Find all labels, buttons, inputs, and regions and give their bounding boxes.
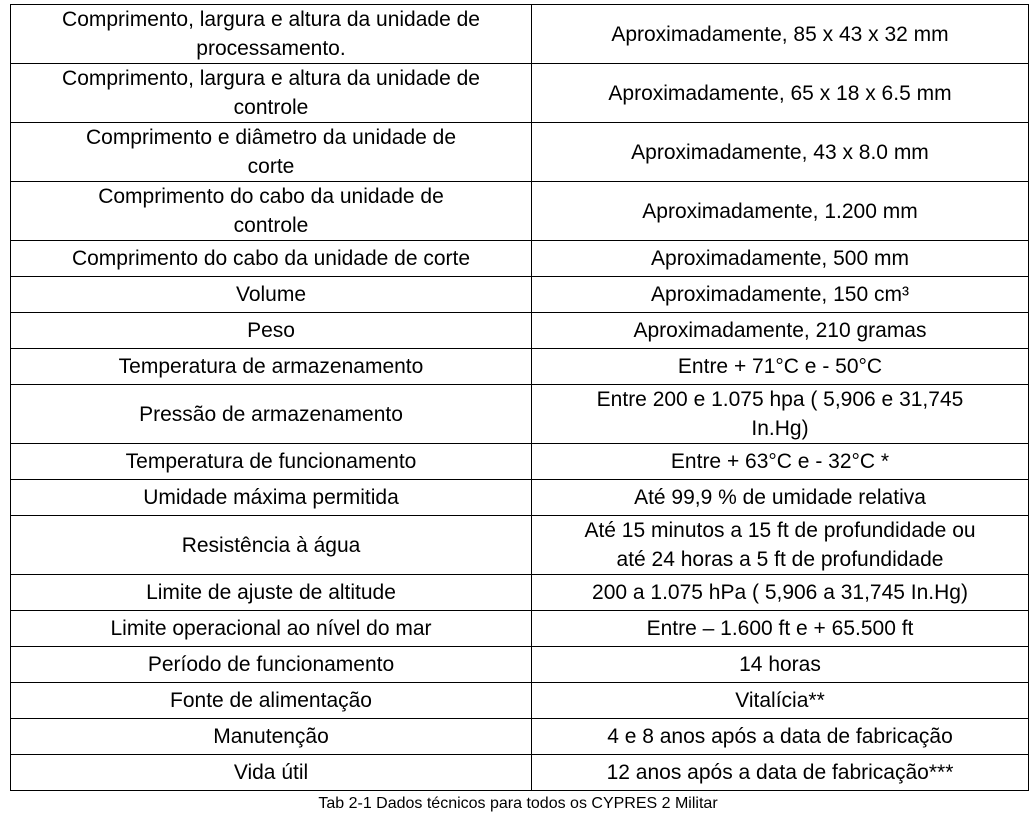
spec-value-cell: Aproximadamente, 210 gramas: [532, 313, 1029, 349]
spec-label-cell: Limite operacional ao nível do mar: [11, 611, 532, 647]
table-row: [11, 611, 1029, 647]
specs-table: [10, 4, 1029, 791]
table-row: [11, 683, 1029, 719]
table-caption: Tab 2-1 Dados técnicos para todos os CYPRES 2 Militar: [318, 795, 718, 812]
table-row: [11, 755, 1029, 791]
table-row: [11, 277, 1029, 313]
table-row: [11, 480, 1029, 516]
spec-value-cell: Aproximadamente, 65 x 18 x 6.5 mm: [532, 64, 1029, 123]
spec-value-cell: Até 15 minutos a 15 ft de profundidade ou até 24 horas a 5 ft de profundidade: [532, 516, 1029, 575]
table-row: [11, 647, 1029, 683]
table-row: [11, 385, 1029, 444]
spec-value-cell: Aproximadamente, 150 cm³: [532, 277, 1029, 313]
spec-label-cell: Manutenção: [11, 719, 532, 755]
spec-label-cell: Comprimento do cabo da unidade de corte: [11, 241, 532, 277]
spec-value-cell: Vitalícia**: [532, 683, 1029, 719]
spec-value-cell: 14 horas: [532, 647, 1029, 683]
table-row: [11, 516, 1029, 575]
spec-value-cell: Aproximadamente, 500 mm: [532, 241, 1029, 277]
spec-value-cell: Entre – 1.600 ft e + 65.500 ft: [532, 611, 1029, 647]
spec-label-cell: Pressão de armazenamento: [11, 385, 532, 444]
spec-label-cell: Temperatura de armazenamento: [11, 349, 532, 385]
table-row: [11, 575, 1029, 611]
table-row: [11, 313, 1029, 349]
table-row: [11, 241, 1029, 277]
table-row: [11, 123, 1029, 182]
spec-label-cell: Umidade máxima permitida: [11, 480, 532, 516]
spec-value-cell: 4 e 8 anos após a data de fabricação: [532, 719, 1029, 755]
spec-label-cell: Comprimento e diâmetro da unidade de corte: [11, 123, 532, 182]
spec-label-cell: Temperatura de funcionamento: [11, 444, 532, 480]
spec-label-cell: Comprimento do cabo da unidade de controle: [11, 182, 532, 241]
spec-label-cell: Resistência à água: [11, 516, 532, 575]
spec-value-cell: Aproximadamente, 1.200 mm: [532, 182, 1029, 241]
spec-label-cell: Limite de ajuste de altitude: [11, 575, 532, 611]
table-row: [11, 719, 1029, 755]
spec-label-cell: Peso: [11, 313, 532, 349]
spec-label-cell: Período de funcionamento: [11, 647, 532, 683]
spec-value-cell: Aproximadamente, 43 x 8.0 mm: [532, 123, 1029, 182]
table-row: [11, 64, 1029, 123]
spec-value-cell: 12 anos após a data de fabricação***: [532, 755, 1029, 791]
spec-value-cell: Até 99,9 % de umidade relativa: [532, 480, 1029, 516]
table-row: [11, 182, 1029, 241]
specs-table-body: [11, 5, 1029, 791]
spec-label-cell: Comprimento, largura e altura da unidade de processamento.: [11, 5, 532, 64]
spec-label-cell: Volume: [11, 277, 532, 313]
table-row: [11, 5, 1029, 64]
table-row: [11, 349, 1029, 385]
table-row: [11, 444, 1029, 480]
spec-value-cell: Entre 200 e 1.075 hpa ( 5,906 e 31,745 In.Hg): [532, 385, 1029, 444]
spec-label-cell: Vida útil: [11, 755, 532, 791]
spec-label-cell: Comprimento, largura e altura da unidade de controle: [11, 64, 532, 123]
spec-value-cell: Entre + 71°C e - 50°C: [532, 349, 1029, 385]
spec-value-cell: 200 a 1.075 hPa ( 5,906 a 31,745 In.Hg): [532, 575, 1029, 611]
spec-value-cell: Entre + 63°C e - 32°C *: [532, 444, 1029, 480]
spec-label-cell: Fonte de alimentação: [11, 683, 532, 719]
spec-value-cell: Aproximadamente, 85 x 43 x 32 mm: [532, 5, 1029, 64]
